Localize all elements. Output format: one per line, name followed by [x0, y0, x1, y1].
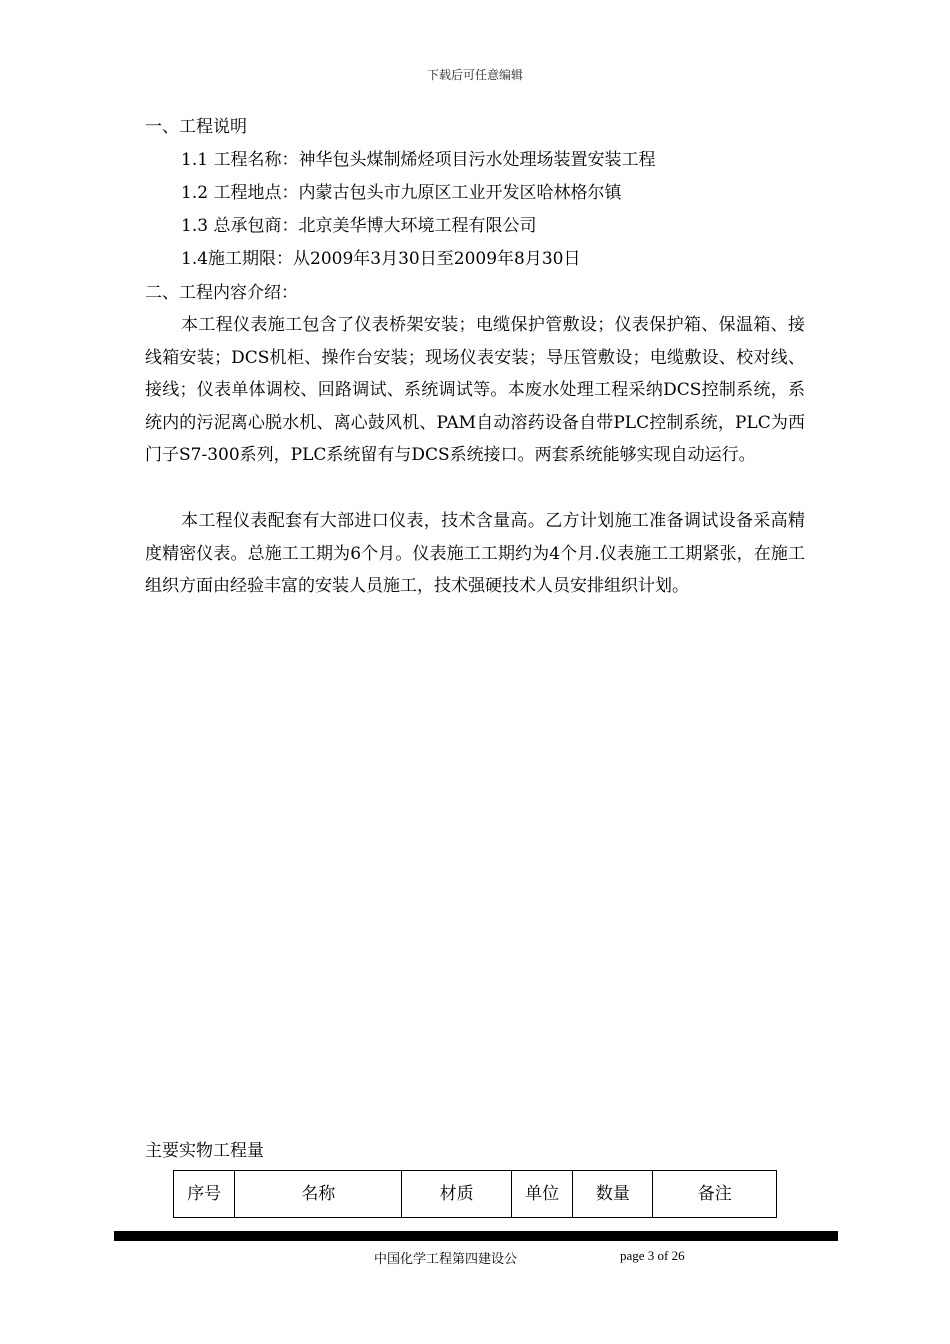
- footer-company: 中国化学工程第四建设公: [374, 1252, 518, 1267]
- col-header-material: 材质: [402, 1171, 512, 1218]
- content-paragraph-2: 本工程仪表配套有大部进口仪表，技术含量高。乙方计划施工准备调试设备采高精度精密仪表。总施工工期为6个月。仪表施工工期约为4个月.仪表施工工期紧张，在施工组织方面由经验丰富的安装人员施工，技术强硬技术人员安排组织计划。: [145, 511, 805, 596]
- col-header-seq: 序号: [174, 1171, 235, 1218]
- col-header-unit: 单位: [511, 1171, 572, 1218]
- page-number: page 3 of 26: [620, 1248, 685, 1263]
- footer-divider: [114, 1231, 838, 1241]
- section-2-title: 二、工程内容介绍：: [145, 283, 298, 303]
- header-note: 下载后可任意编辑: [426, 68, 523, 82]
- construction-period-item: 1.4施工期限：从2009年3月30日至2009年8月30日: [181, 249, 581, 269]
- project-location-item: 1.2 工程地点：内蒙古包头市九原区工业开发区哈林格尔镇: [181, 183, 622, 203]
- general-contractor-item: 1.3 总承包商：北京美华博大环境工程有限公司: [181, 216, 537, 236]
- section-1-title: 一、工程说明: [145, 117, 247, 137]
- content-paragraph-1: 本工程仪表施工包含了仪表桥架安装；电缆保护管敷设；仪表保护箱、保温箱、接线箱安装；DCS机柜、操作台安装；现场仪表安装；导压管敷设；电缆敷设、校对线、接线；仪表单体调校、回路调试、系统调试等。本废水处理工程采纳DCS控制系统，系统内的污泥离心脱水机、离心鼓风机、PAM自动溶药设备自带PLC控制系统，PLC为西门子S7-300系列，PLC系统留有与DCS系统接口。两套系统能够实现自动运行。: [145, 315, 805, 465]
- col-header-name: 名称: [235, 1171, 402, 1218]
- works-table-title: 主要实物工程量: [145, 1141, 264, 1161]
- table-header-row: [174, 1171, 777, 1218]
- works-table: [173, 1170, 777, 1218]
- col-header-remarks: 备注: [653, 1171, 777, 1218]
- col-header-quantity: 数量: [573, 1171, 653, 1218]
- project-name-item: 1.1 工程名称：神华包头煤制烯烃项目污水处理场装置安装工程: [181, 150, 656, 170]
